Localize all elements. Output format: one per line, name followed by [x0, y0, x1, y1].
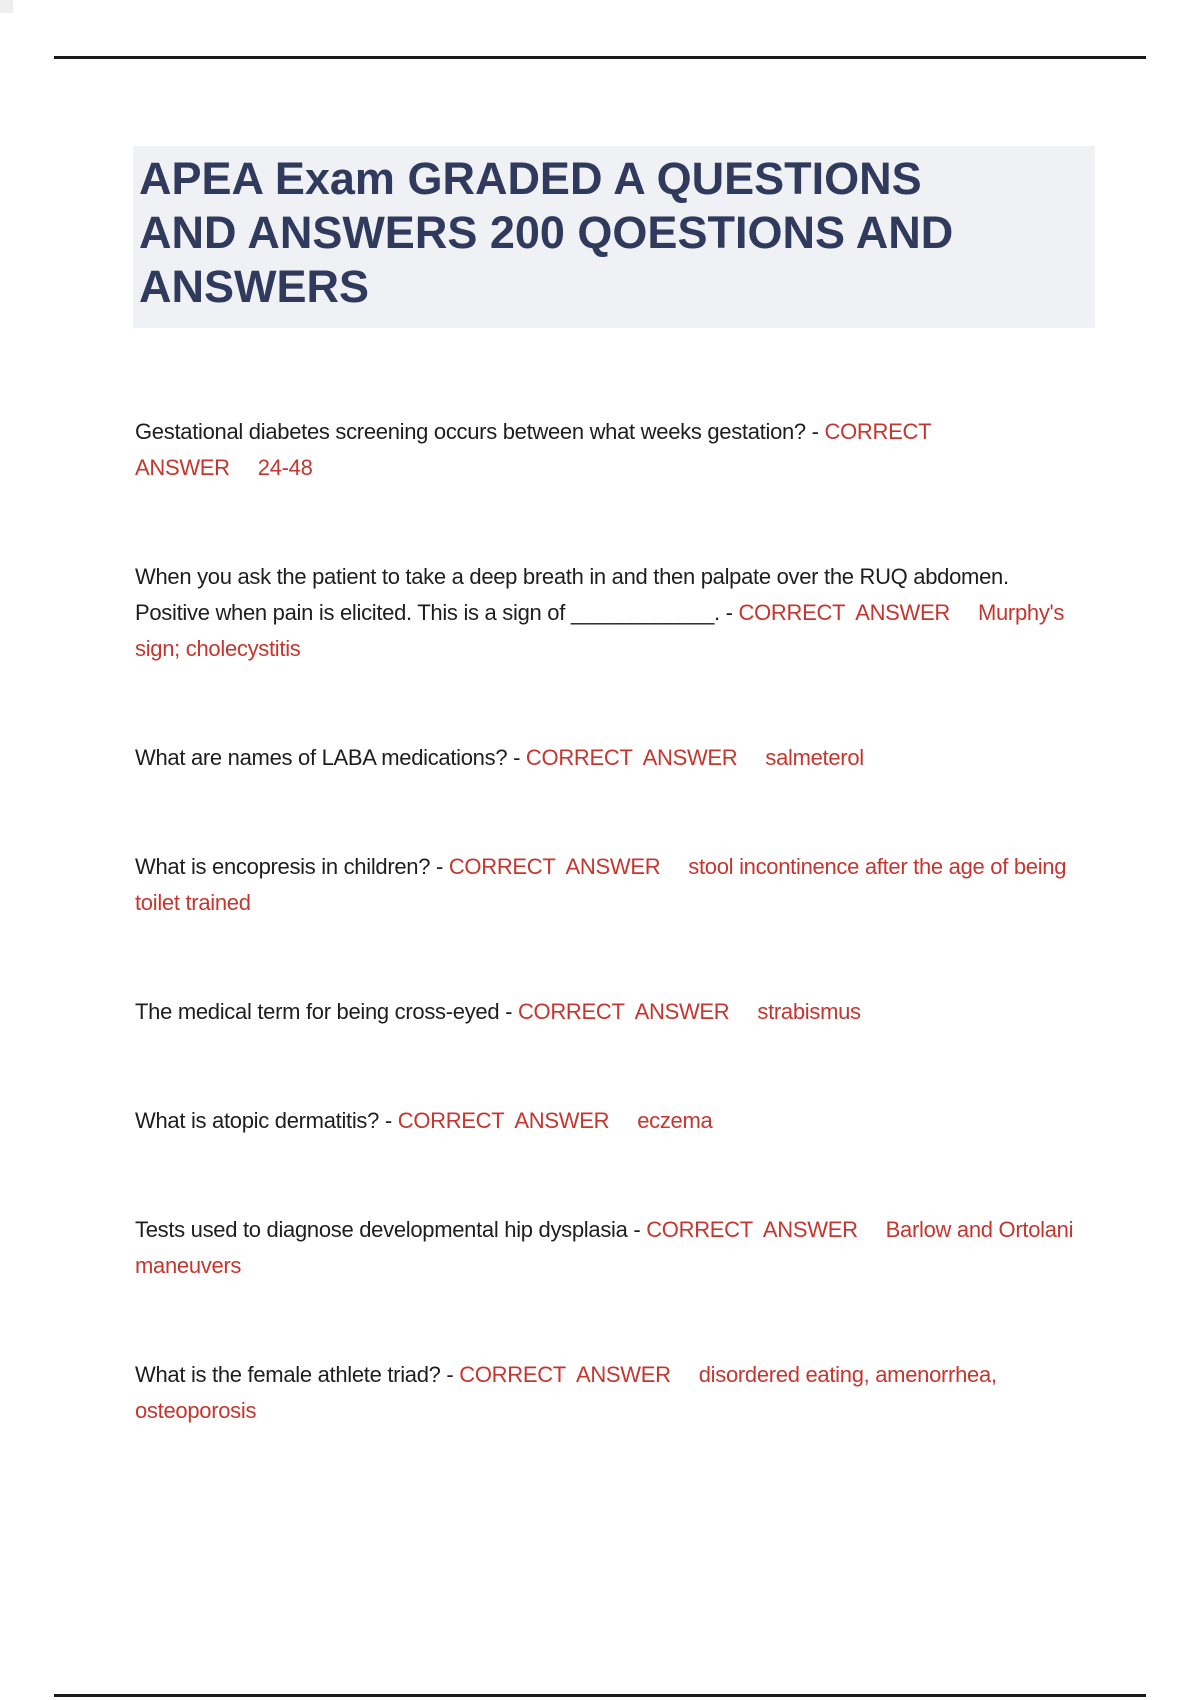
answer-separator: -: [627, 1217, 647, 1242]
answer-separator: -: [499, 999, 518, 1024]
answer-text: stool incontinence after the age of being toilet trained: [135, 854, 1072, 915]
answer-text: Murphy's sign; cholecystitis: [135, 600, 1070, 661]
correct-answer-label: CORRECT ANSWER: [738, 600, 950, 625]
question-text: When you ask the patient to take a deep breath in and then palpate over the RUQ abdomen. Positive when pain is elicited. This is a sign of ____________.: [135, 564, 1015, 625]
answer-text: 24-48: [257, 455, 313, 480]
correct-answer-label: CORRECT ANSWER: [448, 854, 661, 879]
bottom-rule: [54, 1694, 1146, 1697]
qa-item: [135, 849, 1083, 921]
correct-answer-label: CORRECT ANSWER: [525, 745, 738, 770]
qa-item: [135, 414, 1083, 486]
question-text: What is atopic dermatitis?: [135, 1108, 380, 1133]
qa-item: [135, 1212, 1083, 1284]
qa-item: [135, 559, 1083, 667]
page-title-line: ANSWERS: [139, 261, 370, 312]
qa-item: [135, 1103, 1083, 1139]
answer-separator: -: [440, 1362, 460, 1387]
answer-separator: -: [719, 600, 739, 625]
question-text: The medical term for being cross-eyed: [135, 999, 500, 1024]
title-highlight-block: [133, 146, 1095, 328]
answer-separator: -: [507, 745, 526, 770]
question-text: What is the female athlete triad?: [135, 1362, 441, 1387]
page-title-line: APEA Exam GRADED A QUESTIONS: [139, 153, 922, 204]
qa-list: [135, 414, 1083, 1502]
correct-answer-label: CORRECT ANSWER: [135, 419, 942, 480]
answer-text: strabismus: [757, 999, 861, 1024]
answer-text: salmeterol: [765, 745, 864, 770]
question-text: What are names of LABA medications?: [135, 745, 508, 770]
question-text: What is encopresis in children?: [135, 854, 431, 879]
correct-answer-label: CORRECT ANSWER: [646, 1217, 858, 1242]
corner-artifact: [0, 0, 13, 13]
answer-separator: -: [805, 419, 825, 444]
page-title-line: AND ANSWERS 200 QOESTIONS AND: [139, 207, 954, 258]
correct-answer-label: CORRECT ANSWER: [517, 999, 730, 1024]
qa-item: [135, 1357, 1083, 1429]
qa-item: [135, 994, 1083, 1030]
correct-answer-label: CORRECT ANSWER: [397, 1108, 610, 1133]
question-text: Tests used to diagnose developmental hip dysplasia: [135, 1217, 628, 1242]
answer-separator: -: [379, 1108, 398, 1133]
top-rule: [54, 56, 1146, 59]
answer-text: Barlow and Ortolani maneuvers: [135, 1217, 1079, 1278]
answer-text: disordered eating, amenorrhea, osteoporosis: [135, 1362, 1003, 1423]
qa-item: [135, 740, 1083, 776]
question-text: Gestational diabetes screening occurs between what weeks gestation?: [135, 419, 806, 444]
answer-separator: -: [430, 854, 449, 879]
answer-text: eczema: [637, 1108, 713, 1133]
correct-answer-label: CORRECT ANSWER: [459, 1362, 671, 1387]
